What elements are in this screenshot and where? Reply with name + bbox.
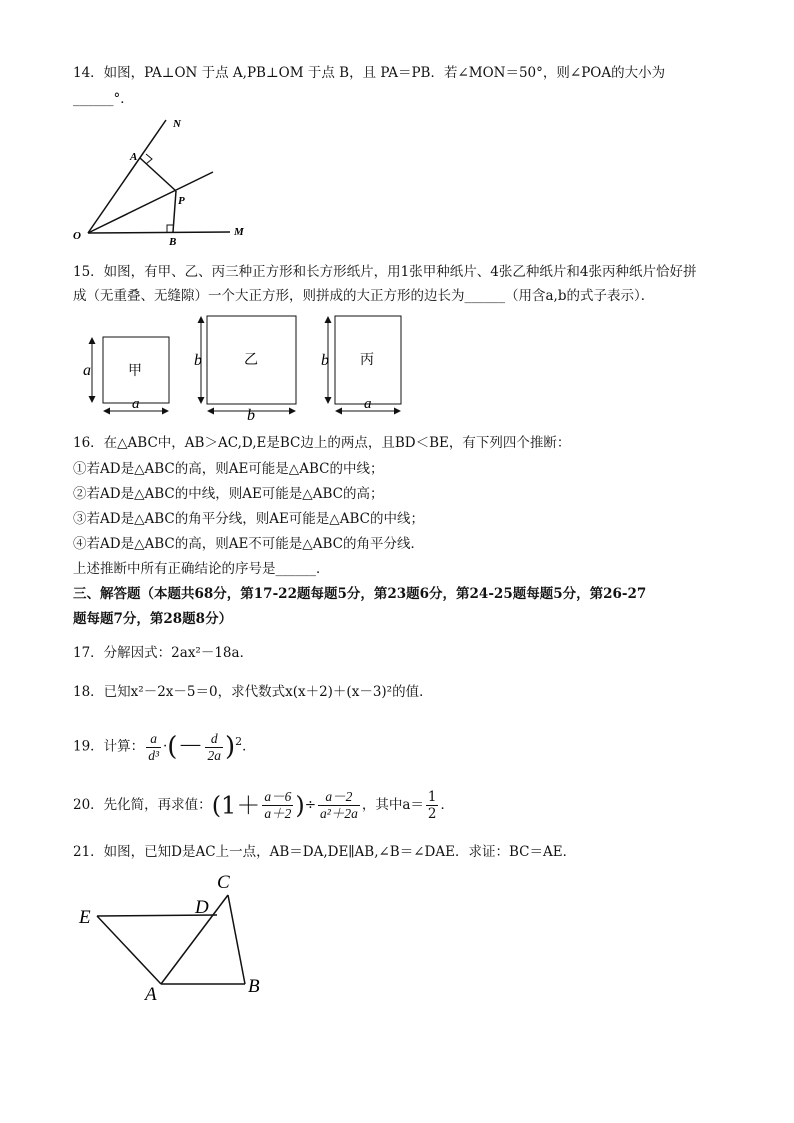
q14-label-b: B xyxy=(169,236,177,248)
q19-frac2-num: d xyxy=(205,731,223,748)
q17: 17．分解因式：2ax²－18a． xyxy=(73,645,254,661)
q21-label-b: B xyxy=(248,976,260,997)
tile-bing-side-b: b xyxy=(321,352,329,369)
tile-yi-side-b: b xyxy=(194,352,202,369)
section3-heading-line1: 三、解答题（本题共68分，第17-22题每题5分，第23题6分，第24-25题每题5分，第26-27 xyxy=(73,586,647,602)
q20-frac3 xyxy=(426,789,439,822)
q20-frac2 xyxy=(318,789,360,822)
q21-figure xyxy=(75,868,275,1008)
q14-figure xyxy=(70,112,260,252)
q20-div: ÷ xyxy=(304,797,317,813)
q15-line2: 成（无重叠、无缝隙）一个大正方形，则拼成的大正方形的边长为______（用含a,b的式子表示）． xyxy=(73,288,655,304)
q19-frac2-den: 2a xyxy=(207,747,221,763)
q14-line1: 14．如图，PA⊥ON 于点 A,PB⊥OM 于点 B，且 PA＝PB．若∠MON＝50°，则∠POA的大小为 xyxy=(73,65,666,81)
q20-frac1-den: a＋2 xyxy=(264,806,292,821)
q21-label-e: E xyxy=(79,907,91,928)
q20-mid: ，其中a＝ xyxy=(361,797,424,813)
q20-prefix: 20．先化简，再求值： xyxy=(73,797,212,813)
q19-close: ) xyxy=(224,732,236,762)
q20-end: ． xyxy=(440,797,454,813)
q19-exp: 2 xyxy=(235,735,243,748)
q20-frac1 xyxy=(262,789,293,822)
q20-frac2-den: a²＋2a xyxy=(320,806,358,821)
tile-bing-label: 丙 xyxy=(360,353,374,368)
tile-jia-label: 甲 xyxy=(128,364,142,379)
q16-item1: ①若AD是△ABC的高，则AE可能是△ABC的中线； xyxy=(73,461,384,477)
q19-dot: · xyxy=(163,738,168,755)
q18: 18．已知x²－2x－5＝0，求代数式x(x＋2)＋(x－3)²的值． xyxy=(73,684,433,700)
q16-conclusion: 上述推断中所有正确结论的序号是______． xyxy=(73,561,330,577)
q14-label-m: M xyxy=(234,226,244,238)
q19-prefix: 19．计算： xyxy=(73,738,145,755)
q14-label-n: N xyxy=(173,118,181,130)
q19-end: ． xyxy=(242,738,256,755)
q15-line1: 15．如图，有甲、乙、丙三种正方形和长方形纸片，用1张甲种纸片、4张乙种纸片和4张丙种纸片恰好拼 xyxy=(73,264,697,280)
q14-line2: ______°． xyxy=(73,91,134,107)
q16-line1: 16．在△ABC中，AB＞AC,D,E是BC边上的两点，且BD＜BE，有下列四个推断： xyxy=(73,435,571,451)
section3-heading-line2: 题每题7分，第28题8分） xyxy=(73,611,233,627)
q21-label-c: C xyxy=(217,872,230,893)
q14-label-p: P xyxy=(178,195,185,207)
q20-frac3-num: 1 xyxy=(427,789,437,805)
q19 xyxy=(73,722,256,767)
q20-open: (1＋ xyxy=(211,791,261,820)
q16-item3: ③若AD是△ABC的角平分线，则AE可能是△ABC的中线； xyxy=(73,511,424,527)
q21-label-a: A xyxy=(145,984,157,1005)
q20-frac2-num: a－2 xyxy=(318,789,360,806)
q19-frac1-den: d³ xyxy=(148,747,159,763)
q14-label-a: A xyxy=(130,151,138,163)
q21-label-d: D xyxy=(195,897,209,918)
q16-item2: ②若AD是△ABC的中线，则AE可能是△ABC的高； xyxy=(73,486,384,502)
tile-yi-bottom-b: b xyxy=(247,407,255,424)
tile-jia-bottom-a: a xyxy=(132,396,140,412)
q19-frac1 xyxy=(146,731,161,764)
q21-line1: 21．如图，已知D是AC上一点，AB＝DA,DE∥AB,∠B＝∠DAE．求证：BC＝AE． xyxy=(73,844,577,860)
q19-frac2 xyxy=(205,731,223,764)
q16-item4: ④若AD是△ABC的高，则AE不可能是△ABC的角平分线． xyxy=(73,536,424,552)
q15-figure xyxy=(80,310,420,425)
tile-jia-side-a: a xyxy=(83,362,91,379)
q19-open: (－ xyxy=(167,732,204,762)
q20 xyxy=(73,785,454,826)
q20-close: ) xyxy=(295,791,305,820)
tile-bing-bottom-a: a xyxy=(364,396,372,412)
q19-frac1-num: a xyxy=(146,731,161,748)
q20-frac1-num: a－6 xyxy=(264,789,292,804)
q20-frac3-den: 2 xyxy=(427,806,437,822)
tile-yi-label: 乙 xyxy=(244,353,258,368)
q14-label-o: O xyxy=(73,230,81,242)
